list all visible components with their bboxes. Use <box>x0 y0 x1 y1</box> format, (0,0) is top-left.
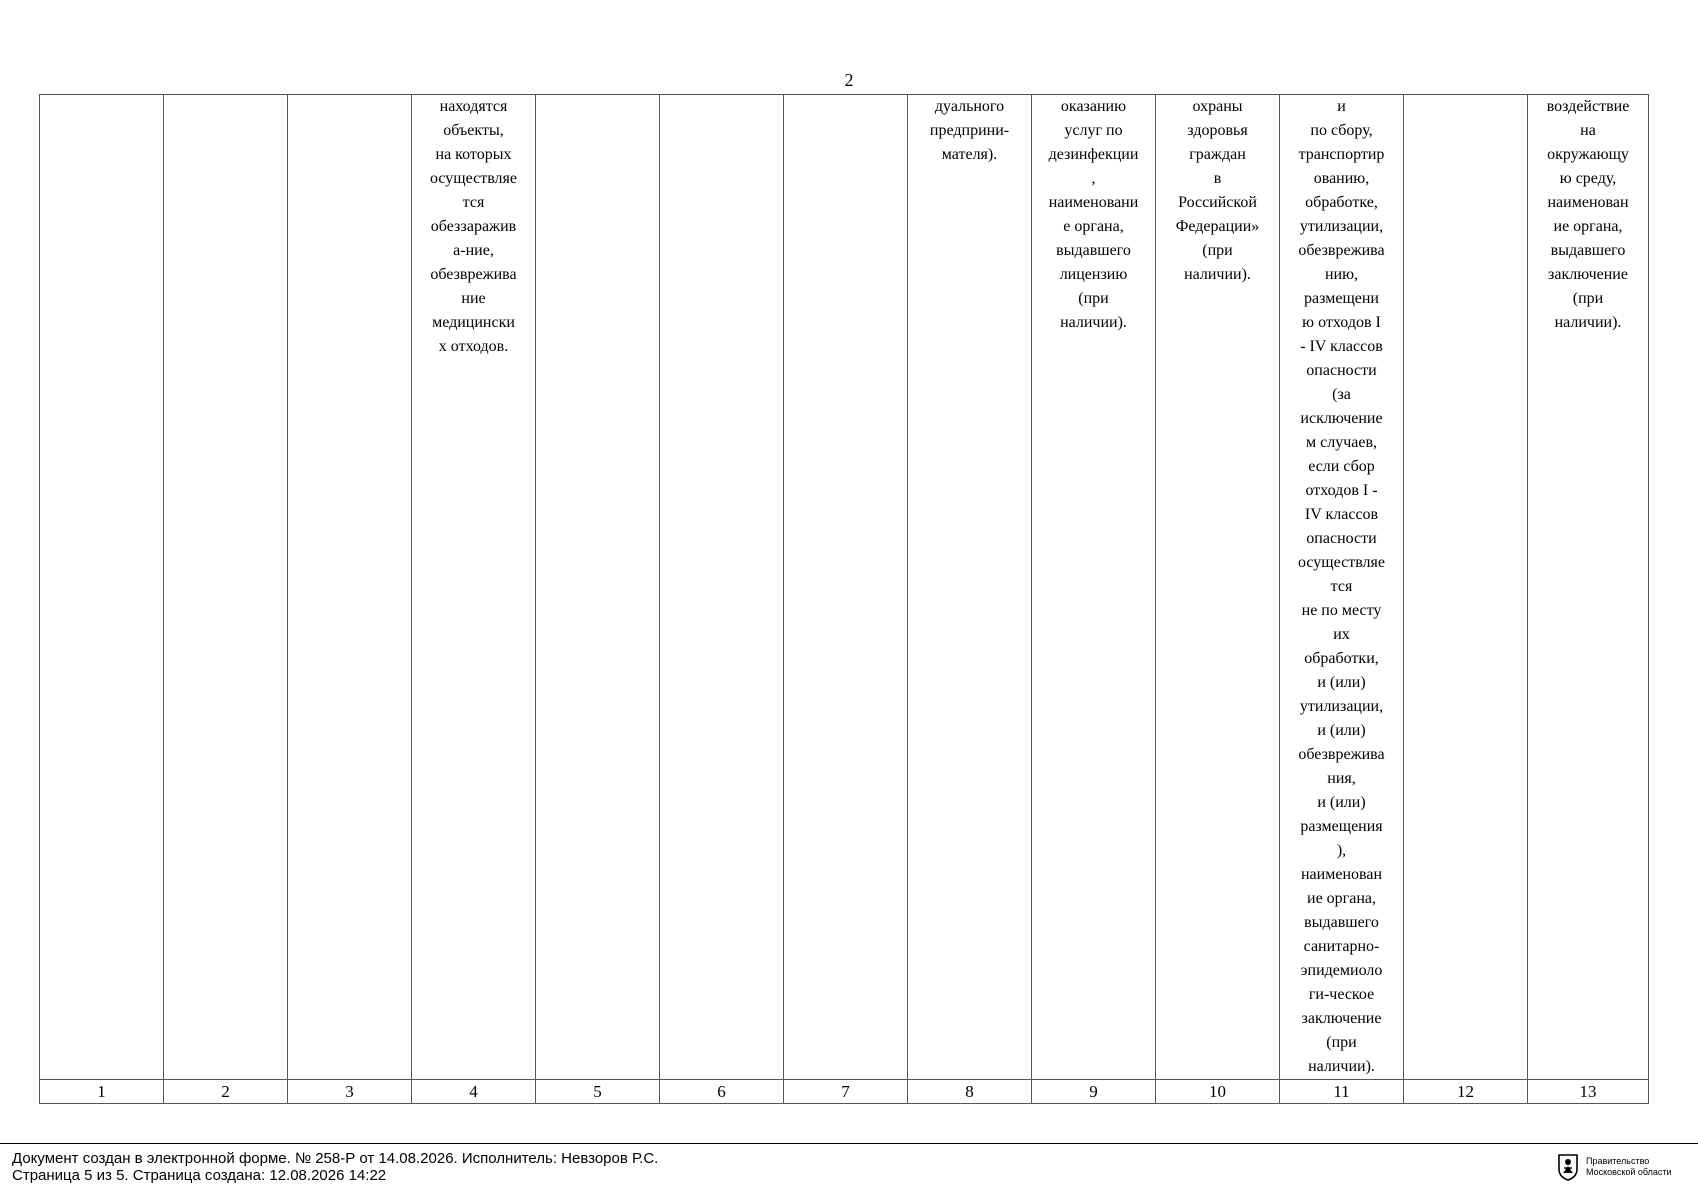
table-cell <box>164 95 288 1080</box>
table-cell: оказанию услуг по дезинфекции , наименовани е органа, выдавшего лицензию (при наличии). <box>1032 95 1156 1080</box>
column-number-row <box>40 1080 1649 1104</box>
table-cell <box>536 95 660 1080</box>
document-table <box>39 94 1649 1104</box>
column-number: 8 <box>908 1080 1032 1104</box>
table-cell: и по сбору, транспортир ованию, обработке, утилизации, обезврежива нию, размещени ю отходов I - IV классов опасности (за исключение м случаев, если сбор отходов I - IV классов опасности осуществляе тся не по месту их обработки, и (или) утилизации, и (или) обезврежива ния, и (или) размещения ), наименован ие органа, выдавшего санитарно- эпидемиоло ги-ческое заключение (при наличии). <box>1280 95 1404 1080</box>
column-number: 12 <box>1404 1080 1528 1104</box>
column-number: 4 <box>412 1080 536 1104</box>
column-number: 5 <box>536 1080 660 1104</box>
footer-document-line: Документ создан в электронной форме. № 258-Р от 14.08.2026. Исполнитель: Невзоров Р.С. <box>12 1150 659 1167</box>
column-number: 11 <box>1280 1080 1404 1104</box>
column-number: 7 <box>784 1080 908 1104</box>
column-number: 9 <box>1032 1080 1156 1104</box>
government-logo <box>1556 1152 1672 1182</box>
table-cell <box>40 95 164 1080</box>
table-cell <box>784 95 908 1080</box>
table-cell: находятся объекты, на которых осуществляе тся обеззаражив а-ние, обезврежива ние медицински х отходов. <box>412 95 536 1080</box>
column-number: 2 <box>164 1080 288 1104</box>
column-number: 6 <box>660 1080 784 1104</box>
footer-info <box>12 1150 658 1184</box>
table-cell <box>288 95 412 1080</box>
table-cell <box>1404 95 1528 1080</box>
column-number: 1 <box>40 1080 164 1104</box>
footer-divider <box>0 1143 1698 1144</box>
table-cell: дуального предприни- мателя). <box>908 95 1032 1080</box>
page-number: 2 <box>844 70 854 90</box>
table-cell: воздействие на окружающу ю среду, наименован ие органа, выдавшего заключение (при наличии). <box>1528 95 1649 1080</box>
coat-of-arms-icon <box>1556 1152 1580 1182</box>
logo-line-2: Московской области <box>1586 1167 1672 1177</box>
column-number: 3 <box>288 1080 412 1104</box>
table-cell <box>660 95 784 1080</box>
table-content-row <box>40 95 1649 1080</box>
column-number: 10 <box>1156 1080 1280 1104</box>
column-number: 13 <box>1528 1080 1649 1104</box>
table-cell: охраны здоровья граждан в Российской Федерации» (при наличии). <box>1156 95 1280 1080</box>
logo-line-1: Правительство <box>1586 1156 1650 1166</box>
footer-page-line: Страница 5 из 5. Страница создана: 12.08.2026 14:22 <box>12 1167 387 1184</box>
